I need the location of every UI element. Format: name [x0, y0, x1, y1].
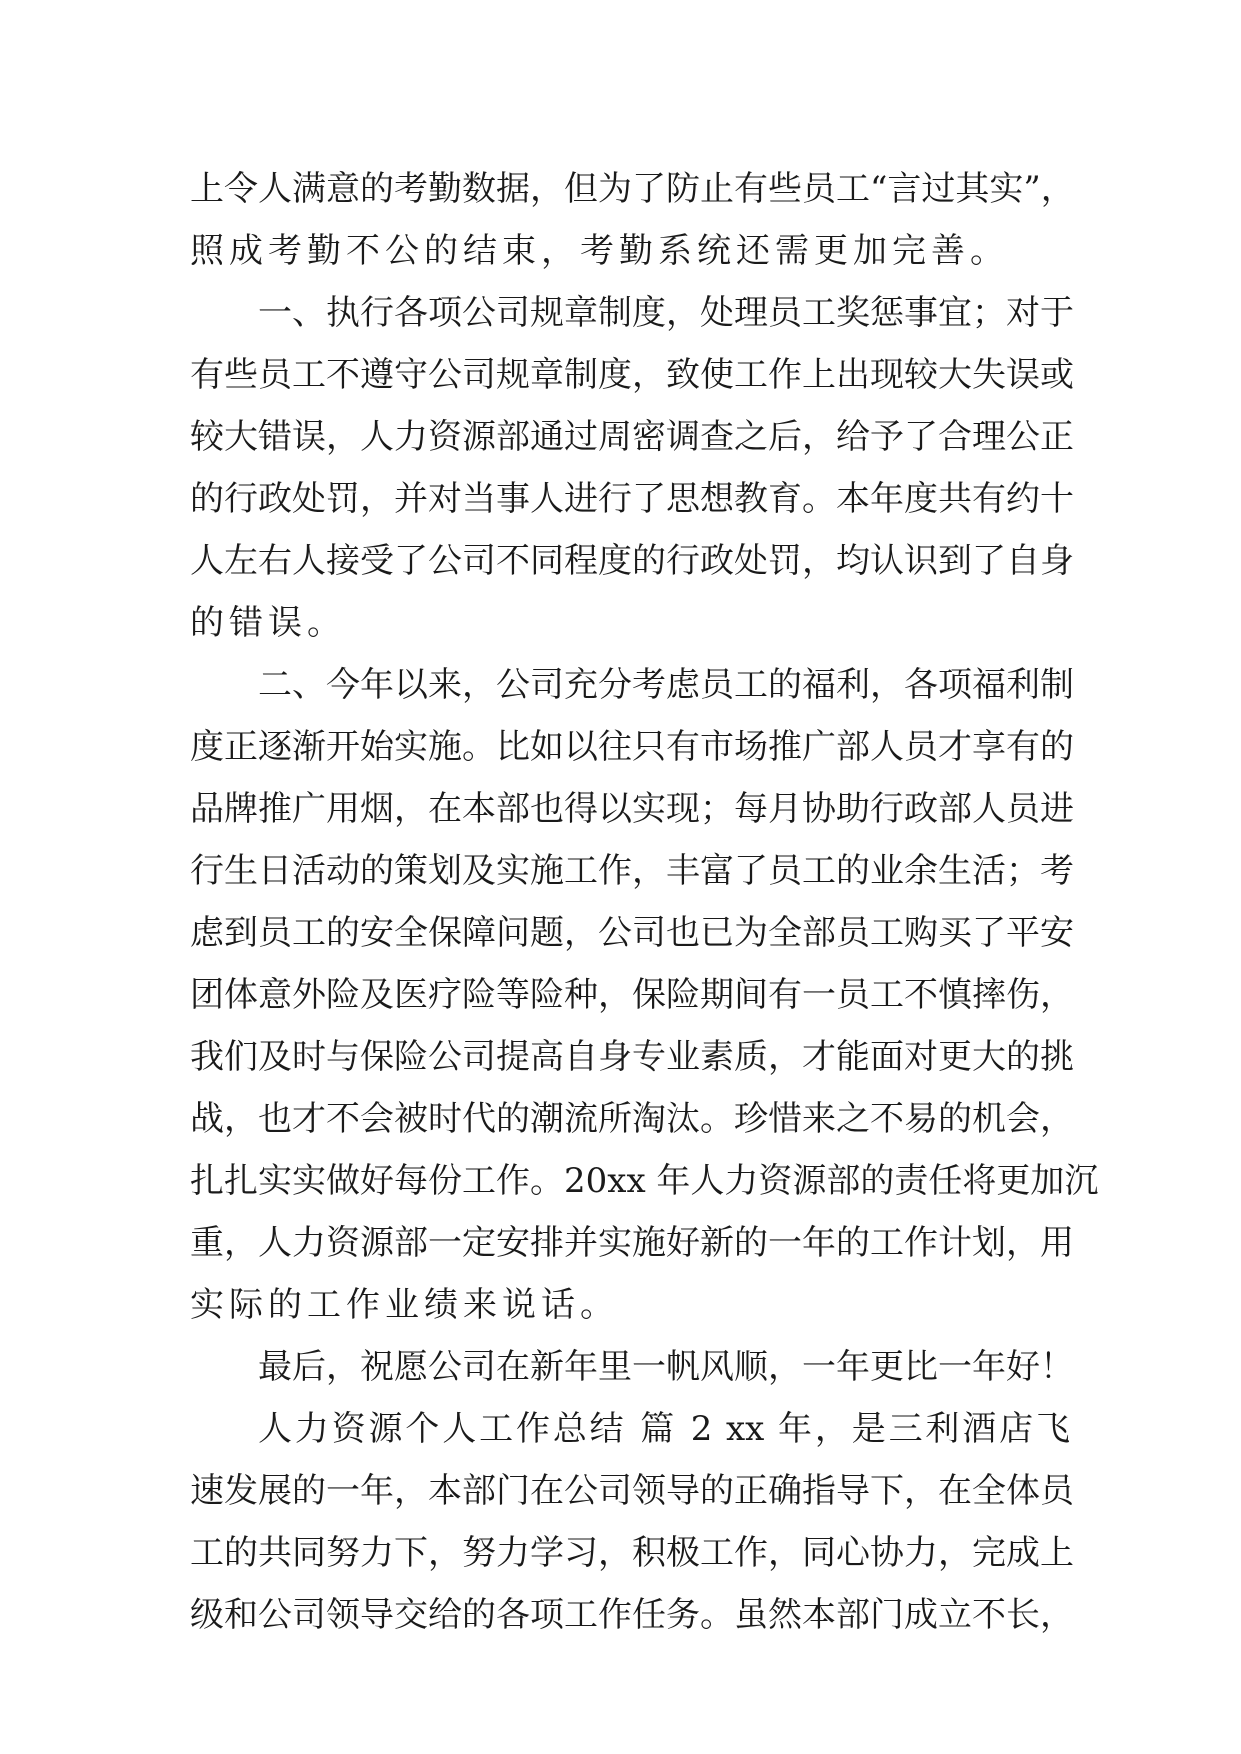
text-line: 照成考勤不公的结束，考勤系统还需更加完善。	[190, 231, 1009, 271]
text-line: 的错误。	[190, 603, 346, 643]
text-line: 虑到员工的安全保障问题，公司也已为全部员工购买了平安	[190, 913, 1074, 953]
paragraph-start-line: 一、执行各项公司规章制度，处理员工奖惩事宜；对于	[258, 293, 1074, 333]
text-line: 度正逐渐开始实施。比如以往只有市场推广部人员才享有的	[190, 727, 1074, 767]
document-body	[190, 158, 1099, 1646]
text-line: 有些员工不遵守公司规章制度，致使工作上出现较大失误或	[190, 355, 1074, 395]
text-line: 我们及时与保险公司提高自身专业素质，才能面对更大的挑	[190, 1037, 1074, 1077]
text-line: 上令人满意的考勤数据，但为了防止有些员工“言过其实”，	[190, 169, 1075, 209]
section-heading-line: 人力资源个人工作总结 篇 2 xx 年，是三利酒店飞	[258, 1409, 1070, 1449]
text-line: 团体意外险及医疗险等险种，保险期间有一员工不慎摔伤，	[190, 975, 1074, 1015]
paragraph-start-line: 二、今年以来，公司充分考虑员工的福利，各项福利制	[258, 665, 1074, 705]
text-line: 品牌推广用烟，在本部也得以实现；每月协助行政部人员进	[190, 789, 1074, 829]
text-line: 行生日活动的策划及实施工作，丰富了员工的业余生活；考	[190, 851, 1074, 891]
text-line: 工的共同努力下，努力学习，积极工作，同心协力，完成上	[190, 1533, 1074, 1573]
text-line: 较大错误，人力资源部通过周密调查之后，给予了合理公正	[190, 417, 1074, 457]
text-line: 扎扎实实做好每份工作。20xx 年人力资源部的责任将更加沉	[190, 1161, 1099, 1201]
text-line: 的行政处罚，并对当事人进行了思想教育。本年度共有约十	[190, 479, 1074, 519]
text-line: 实际的工作业绩来说话。	[190, 1285, 619, 1325]
text-line: 重，人力资源部一定安排并实施好新的一年的工作计划，用	[190, 1223, 1074, 1263]
text-line: 级和公司领导交给的各项工作任务。虽然本部门成立不长，	[190, 1595, 1074, 1635]
text-line: 战，也才不会被时代的潮流所淘汰。珍惜来之不易的机会，	[190, 1099, 1074, 1139]
paragraph-start-line: 最后，祝愿公司在新年里一帆风顺，一年更比一年好！	[258, 1347, 1074, 1387]
text-line: 速发展的一年，本部门在公司领导的正确指导下，在全体员	[190, 1471, 1074, 1511]
text-line: 人左右人接受了公司不同程度的行政处罚，均认识到了自身	[190, 541, 1074, 581]
